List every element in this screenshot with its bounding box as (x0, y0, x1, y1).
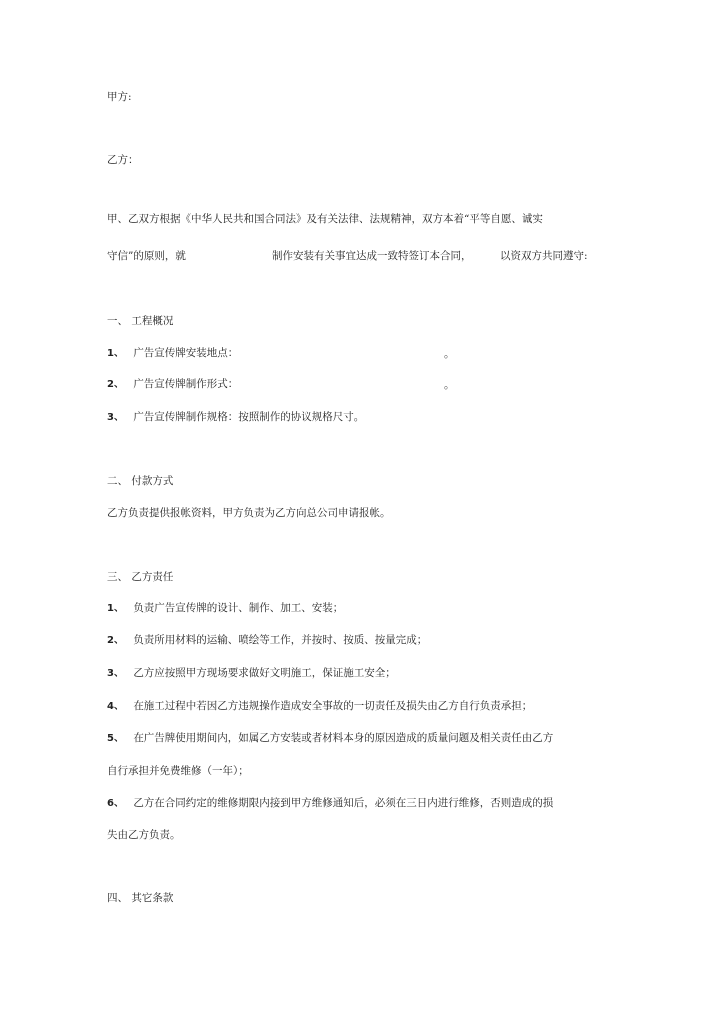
section-3-item-continuation: 自行承担并免费维修（一年）； (107, 765, 249, 777)
item-text: 负责广告宣传牌的设计、制作、加工、安装； (133, 602, 344, 614)
item-text: 在广告牌使用期间内，如属乙方安装或者材料本身的原因造成的质量问题及相关责任由乙方 (133, 732, 554, 744)
item-number: 2、 (107, 379, 124, 390)
item-text: 广告宣传牌制作规格：按照制作的协议规格尺寸。 (133, 411, 365, 423)
section-1-heading: 一、 工程概况 (107, 315, 174, 327)
item-number: 3、 (107, 412, 124, 423)
item-number: 3、 (107, 668, 124, 679)
section-3-item (107, 731, 553, 746)
item-text: 广告宣传牌制作形式： (133, 378, 239, 390)
section-4-heading: 四、 其它条款 (107, 892, 174, 904)
item-text: 乙方应按照甲方现场要求做好文明施工，保证施工安全； (133, 667, 396, 679)
section-3-item (107, 633, 427, 648)
party-a-label: 甲方: (107, 91, 132, 103)
item-text: 负责所用材料的运输、喷绘等工作，并按时、按质、按量完成； (133, 634, 428, 646)
section-3-item (107, 699, 532, 714)
item-number: 4、 (107, 701, 124, 712)
section-3-item (107, 796, 553, 811)
section-2-heading: 二、 付款方式 (107, 475, 174, 487)
intro-line-1: 甲、乙双方根据《中华人民共和国合同法》及有关法律、法规精神，双方本着“平等自愿、诚实 (107, 213, 543, 225)
intro-line-2c: 以资双方共同遵守: (500, 250, 588, 262)
section-3-heading: 三、 乙方责任 (107, 571, 174, 583)
item-text: 在施工过程中若因乙方违规操作造成安全事故的一切责任及损失由乙方自行负责承担； (133, 700, 533, 712)
item-number: 2、 (107, 635, 124, 646)
item-text: 乙方在合同约定的维修期限内接到甲方维修通知后，必须在三日内进行维修，否则造成的损 (133, 797, 554, 809)
section-2-body: 乙方负责提供报帐资料，甲方负责为乙方向总公司申请报帐。 (107, 507, 391, 519)
section-1-item (107, 346, 238, 361)
intro-line-2a: 守信”的原则，就 (107, 250, 186, 262)
section-3-item (107, 601, 343, 616)
section-3-item-continuation: 失由乙方负责。 (107, 829, 181, 841)
item-text: 广告宣传牌安装地点： (133, 347, 239, 359)
section-3-item (107, 666, 396, 681)
item-number: 1、 (107, 603, 124, 614)
party-b-label: 乙方： (107, 154, 139, 166)
blank-end-mark: 。 (444, 379, 455, 391)
section-1-item (107, 377, 238, 392)
section-1-item (107, 410, 364, 425)
item-number: 1、 (107, 348, 124, 359)
item-number: 5、 (107, 733, 124, 744)
item-number: 6、 (107, 798, 124, 809)
blank-end-mark: 。 (444, 348, 455, 360)
intro-line-2b: 制作安装有关事宜达成一致特签订本合同， (272, 250, 472, 262)
